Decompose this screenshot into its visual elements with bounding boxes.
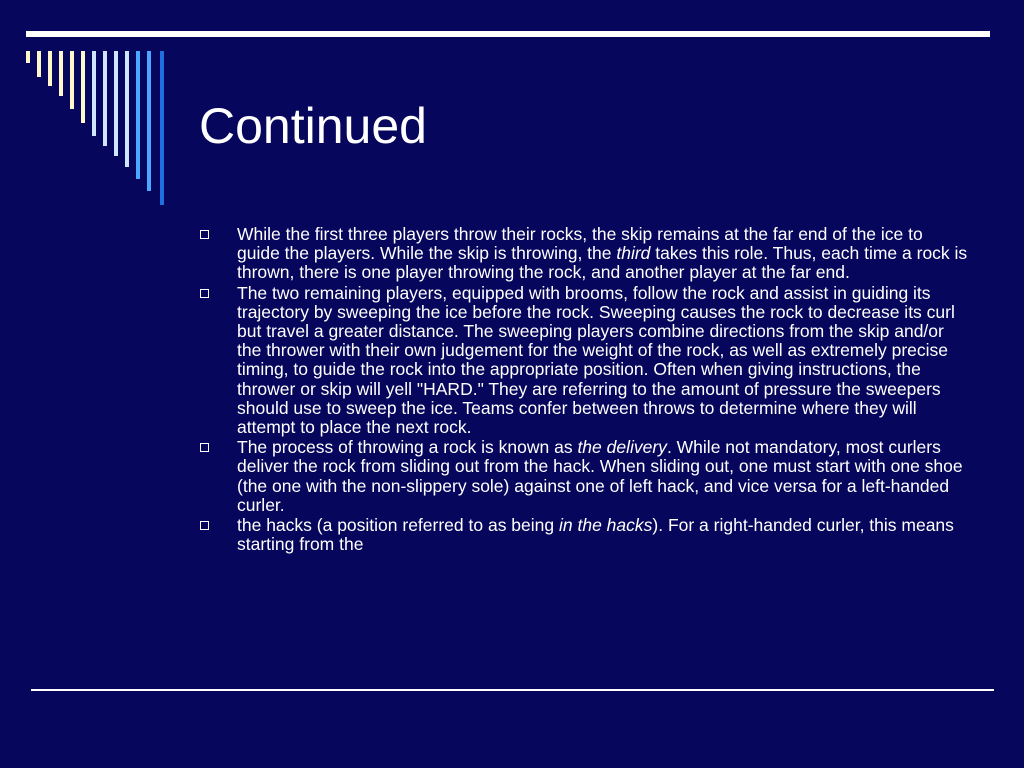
bullet-item <box>198 225 970 283</box>
decorative-bar <box>26 51 30 63</box>
decorative-bar <box>125 51 129 167</box>
decorative-bar <box>59 51 63 96</box>
decorative-bar <box>147 51 151 191</box>
decorative-bars <box>0 0 180 220</box>
decorative-bar <box>136 51 140 179</box>
bullet-item <box>198 438 970 515</box>
decorative-bar <box>70 51 74 109</box>
bullet-text: the hacks (a position referred to as being in the hacks). For a right-handed curler, this means starting from the <box>237 515 954 555</box>
bullet-emphasis: in the hacks <box>559 515 653 536</box>
bullet-text: The process of throwing a rock is known as the delivery. While not mandatory, most curlers deliver the rock from sliding out from the hack. When sliding out, one must start with one shoe (the one with the non-slippery sole) against one of left hack, and vice versa for a left-handed curler. <box>237 437 963 515</box>
decorative-bar <box>114 51 118 156</box>
hollow-square-icon <box>200 443 209 452</box>
decorative-bar <box>103 51 107 146</box>
hollow-square-icon <box>200 521 209 530</box>
hollow-square-icon <box>200 230 209 239</box>
bullet-text: The two remaining players, equipped with brooms, follow the rock and assist in guiding its trajectory by sweeping the ice before the rock. Sweeping causes the rock to decrease its curl but travel a greater distance. The sweeping players combine directions from the skip and/or the thrower with their own judgement for the weight of the rock, as well as extremely precise timing, to guide the rock into the appropriate position. Often when giving instructions, the thrower or skip will yell "HARD." They are referring to the amount of pressure the sweepers should use to sweep the ice. Teams confer between throws to determine where they will attempt to place the next rock. <box>237 282 955 438</box>
decorative-bar <box>92 51 96 136</box>
bottom-rule <box>31 689 994 691</box>
decorative-bar <box>81 51 85 123</box>
slide-title: Continued <box>199 98 427 154</box>
bullet-item <box>198 516 970 554</box>
bullet-list <box>198 225 970 555</box>
bullet-item <box>198 284 970 438</box>
decorative-bar <box>37 51 41 77</box>
decorative-bar <box>48 51 52 86</box>
bullet-text: While the first three players throw their rocks, the skip remains at the far end of the ice to guide the players. While the skip is throwing, the third takes this role. Thus, each time a rock is thrown, there is one player throwing the rock, and another player at the far end. <box>237 224 968 283</box>
decorative-bar <box>160 51 164 205</box>
bullet-emphasis: third <box>616 243 651 264</box>
bullet-emphasis: the delivery <box>577 437 667 458</box>
hollow-square-icon <box>200 289 209 298</box>
